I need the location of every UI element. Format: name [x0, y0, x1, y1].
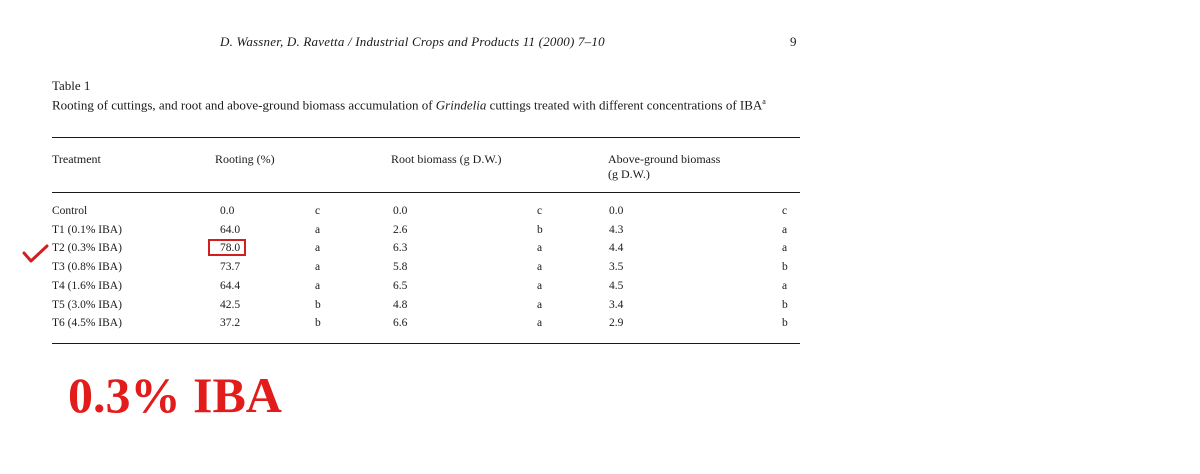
table-cell-root-sig: a — [537, 261, 543, 274]
column-header-treatment: Treatment — [52, 152, 101, 166]
table-cell-rooting: 73.7 — [220, 261, 241, 274]
running-title: D. Wassner, D. Ravetta / Industrial Crops and Products 11 (2000) 7–10 — [220, 34, 605, 49]
table-cell-treatment: T4 (1.6% IBA) — [52, 279, 122, 292]
table-cell-rooting: 64.0 — [220, 223, 241, 236]
table-cell-root: 0.0 — [393, 205, 408, 217]
caption-footnote-marker: a — [762, 97, 766, 106]
table-cell-treatment: T5 (3.0% IBA) — [52, 298, 122, 311]
table-cell-treatment: Control — [52, 205, 88, 217]
table-cell-above: 3.5 — [609, 261, 624, 274]
column-header-rooting: Rooting (%) — [215, 152, 275, 166]
table-cell-above-sig: b — [782, 317, 788, 330]
caption-text-pre: Rooting of cuttings, and root and above-ground biomass accumulation of — [52, 97, 436, 113]
table-cell-above: 4.3 — [609, 223, 624, 236]
column-header-root-biomass: Root biomass (g D.W.) — [391, 152, 502, 166]
table-cell-rooting: 78.0 — [220, 242, 241, 255]
table-cell-treatment: T1 (0.1% IBA) — [52, 223, 122, 236]
table-cell-root: 2.6 — [393, 223, 408, 236]
table-cell-root-sig: a — [537, 317, 543, 330]
table-cell-above-sig: a — [782, 242, 788, 255]
table-cell-treatment: T3 (0.8% IBA) — [52, 261, 122, 274]
table-cell-root-sig: a — [537, 298, 543, 311]
annotation-label: 0.3% IBA — [68, 367, 282, 423]
table-label: Table 1 — [52, 78, 91, 93]
table-cell-rooting: 0.0 — [220, 205, 235, 217]
table-cell-root: 6.6 — [393, 317, 408, 330]
table-cell-rooting: 37.2 — [220, 317, 241, 330]
table-cell-above-sig: a — [782, 279, 788, 292]
table-cell-rooting-sig: c — [315, 205, 321, 217]
page-number: 9 — [790, 34, 797, 49]
table-cell-rooting-sig: b — [315, 317, 321, 330]
table-cell-rooting-sig: a — [315, 223, 321, 236]
table-cell-treatment: T6 (4.5% IBA) — [52, 317, 122, 330]
caption-text-post: cuttings treated with different concentrations of IBA — [486, 97, 763, 113]
table-cell-root: 5.8 — [393, 261, 408, 274]
table-cell-root: 4.8 — [393, 298, 408, 311]
table-caption — [52, 94, 802, 112]
table-cell-root-sig: c — [537, 205, 543, 217]
table-cell-root-sig: b — [537, 223, 543, 236]
table-cell-root: 6.3 — [393, 242, 408, 255]
table-cell-root: 6.5 — [393, 279, 408, 292]
column-header-above-ground-biomass — [608, 152, 720, 182]
table-rule-top — [52, 137, 800, 138]
table-cell-rooting-sig: a — [315, 242, 321, 255]
table-cell-above-sig: b — [782, 298, 788, 311]
table-rule-bottom — [52, 343, 800, 344]
highlight-box — [208, 239, 246, 256]
table-cell-rooting-sig: a — [315, 279, 321, 292]
table-cell-above-sig: a — [782, 223, 788, 236]
table-cell-treatment: T2 (0.3% IBA) — [52, 242, 122, 255]
column-header-above-line2: (g D.W.) — [608, 167, 650, 181]
table-cell-above: 4.4 — [609, 242, 624, 255]
table-cell-rooting-sig: b — [315, 298, 321, 311]
table-cell-above-sig: c — [782, 205, 788, 217]
table-cell-above: 2.9 — [609, 317, 624, 330]
caption-genus: Grindelia — [435, 97, 487, 113]
table-cell-above: 3.4 — [609, 298, 624, 311]
table-cell-root-sig: a — [537, 242, 543, 255]
table-cell-rooting: 64.4 — [220, 279, 241, 292]
column-header-above-line1: Above-ground biomass — [608, 152, 721, 166]
table-cell-root-sig: a — [537, 279, 543, 292]
table-cell-rooting: 42.5 — [220, 298, 241, 311]
check-mark-icon — [21, 244, 51, 264]
table-cell-above: 0.0 — [609, 205, 624, 217]
table-cell-above: 4.5 — [609, 279, 624, 292]
table-cell-above-sig: b — [782, 261, 788, 274]
table-cell-rooting-sig: a — [315, 261, 321, 274]
table-rule-header — [52, 192, 800, 193]
